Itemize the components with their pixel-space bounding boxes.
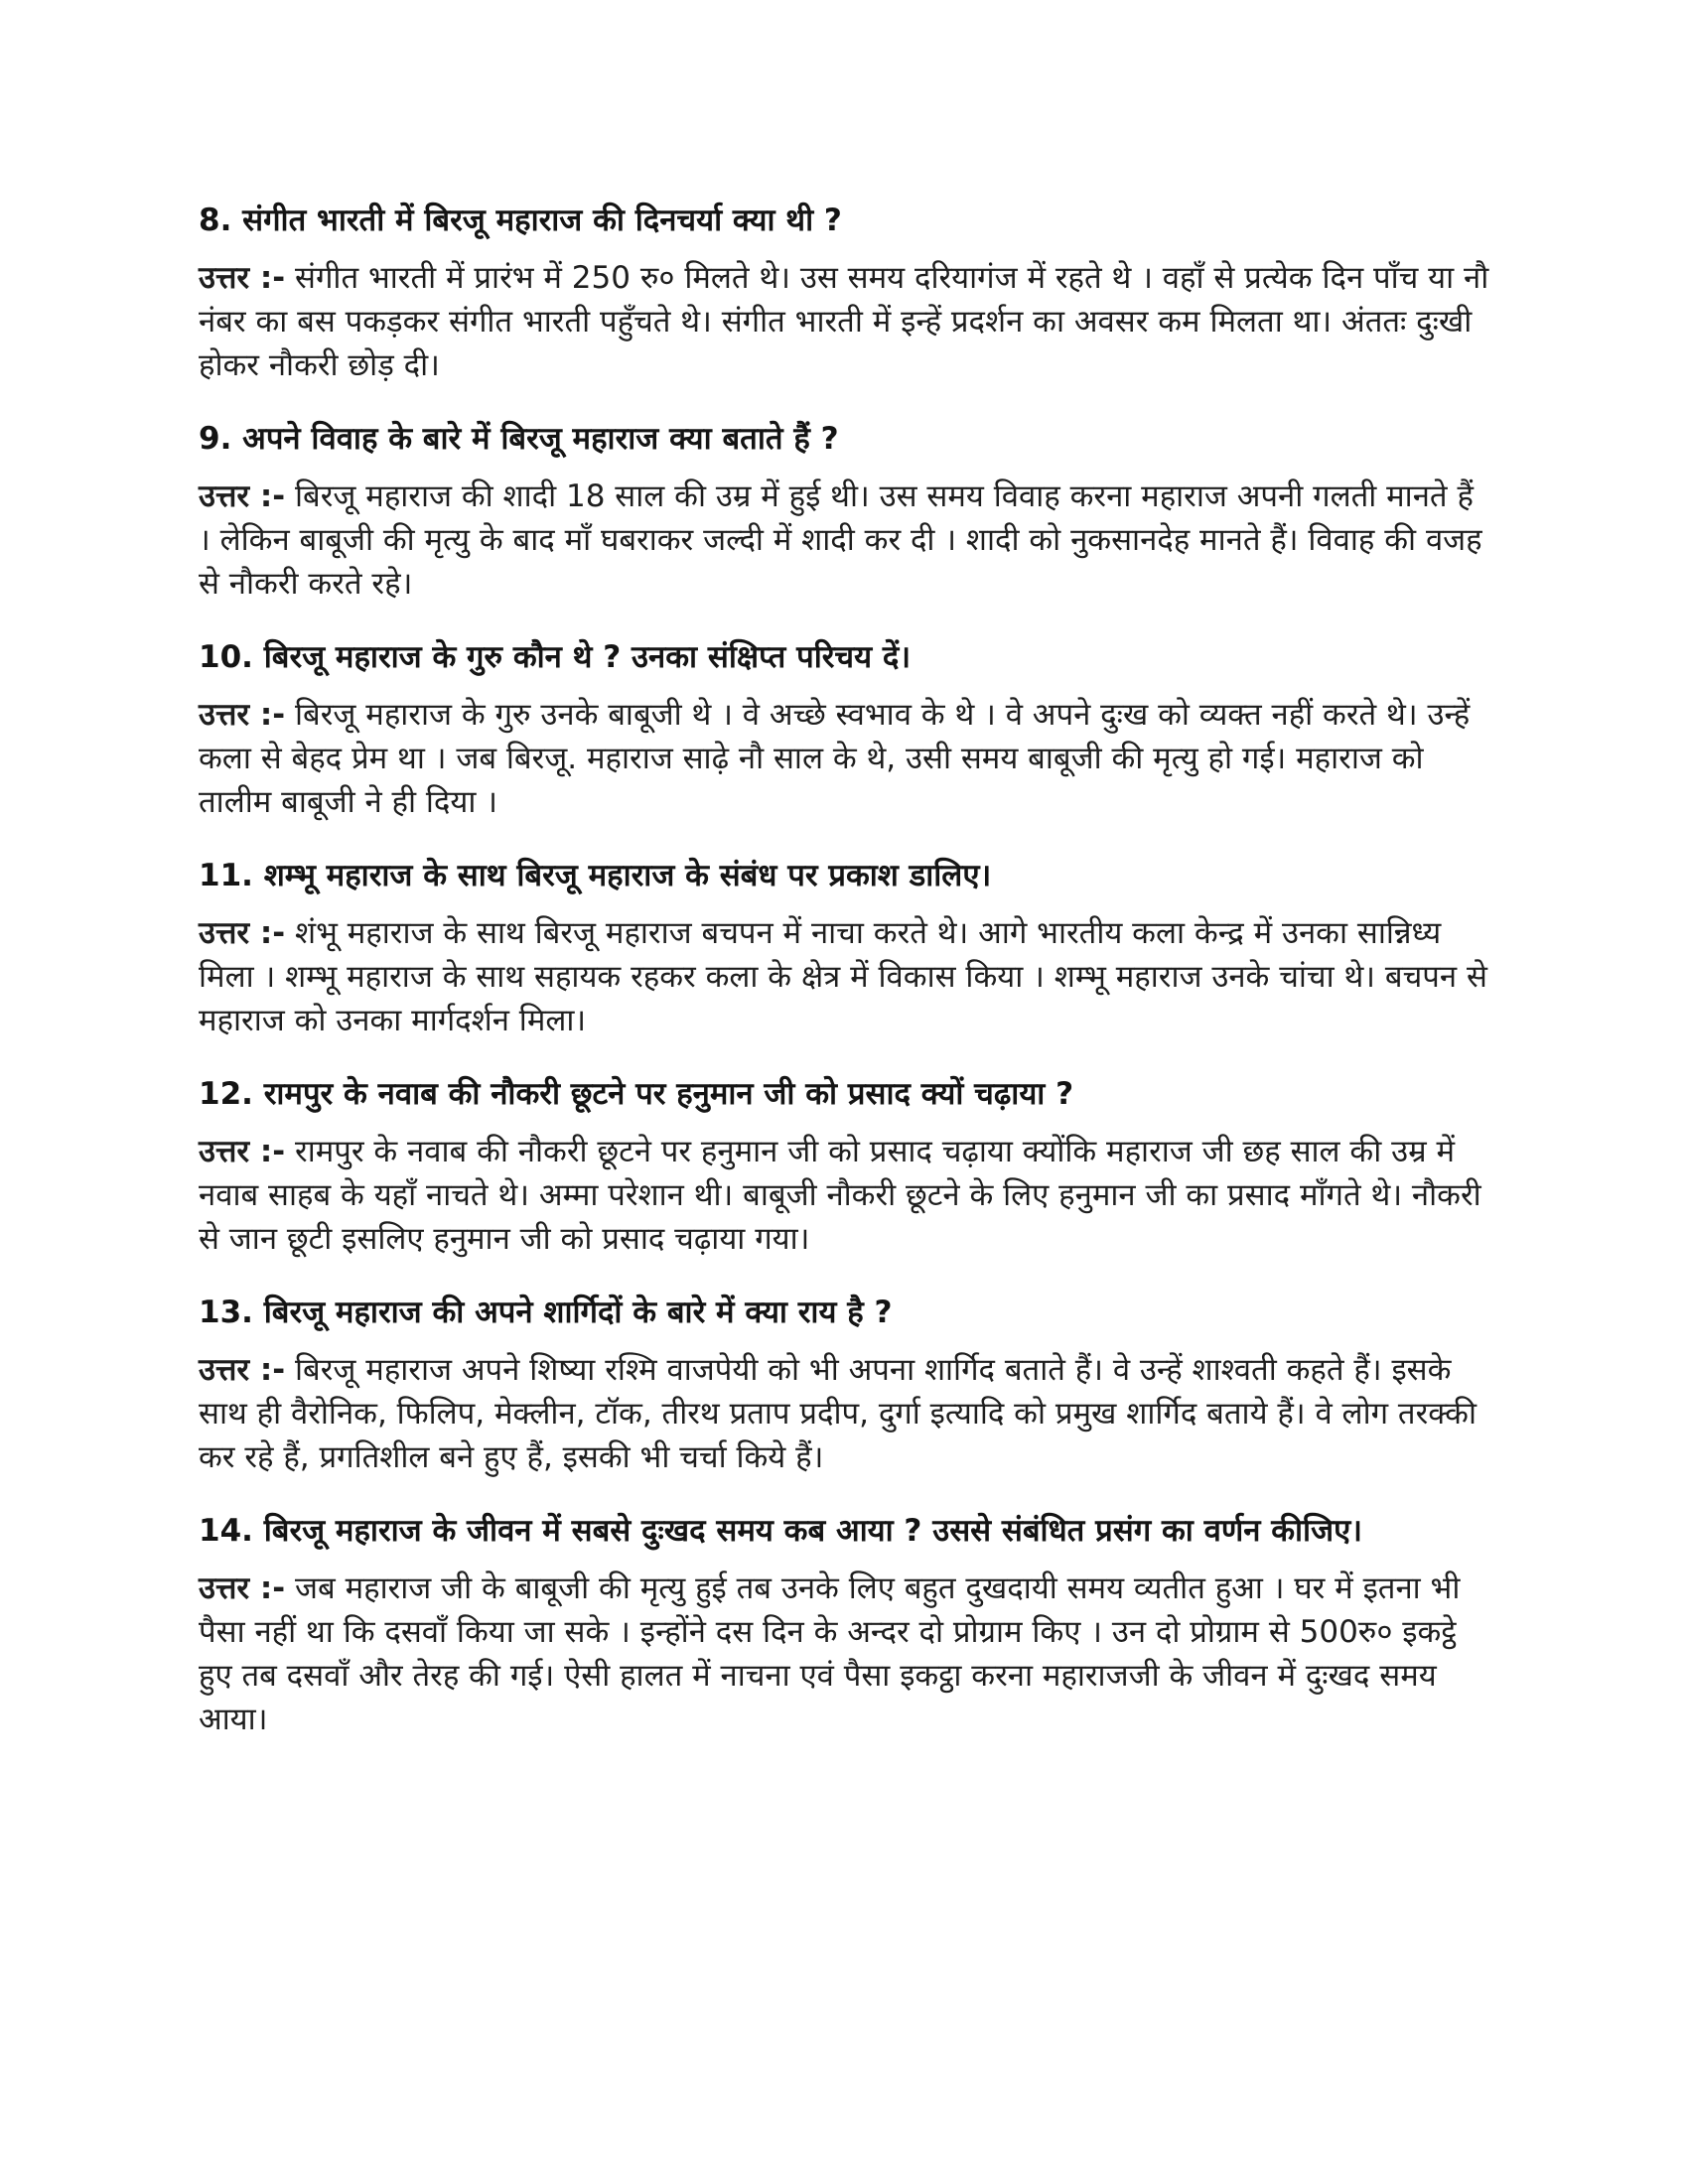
answer-paragraph (199, 693, 1489, 824)
answer-text: बिरजू महाराज के गुरु उनके बाबूजी थे । वे अच्छे स्वभाव के थे । वे अपने दुःख को व्यक्त नहीं करते थे। उन्हें कला से बेहद प्रेम था । जब बिरजू. महाराज साढ़े नौ साल के थे, उसी समय बाबूजी की मृत्यु हो गई। महाराज को तालीम बाबूजी ने ही दिया । (199, 697, 1471, 820)
qa-block-12 (199, 1072, 1489, 1261)
answer-label: उत्तर :- (199, 260, 286, 296)
question-heading: 12. रामपुर के नवाब की नौकरी छूटने पर हनुमान जी को प्रसाद क्यों चढ़ाया ? (199, 1076, 1074, 1112)
answer-paragraph (199, 1348, 1489, 1479)
qa-block-14 (199, 1509, 1489, 1741)
answer-paragraph (199, 911, 1489, 1042)
document-page (199, 199, 1489, 1771)
qa-block-10 (199, 635, 1489, 824)
answer-text: शंभू महाराज के साथ बिरजू महाराज बचपन में नाचा करते थे। आगे भारतीय कला केन्द्र में उनका सान्निध्य मिला । शम्भू महाराज के साथ सहायक रहकर कला के क्षेत्र में विकास किया । शम्भू महाराज उनके चांचा थे। बचपन से महाराज को उनका मार्गदर्शन मिला। (199, 915, 1487, 1038)
answer-text: बिरजू महाराज अपने शिष्या रश्मि वाजपेयी को भी अपना शार्गिद बताते हैं। वे उन्हें शाश्वती कहते हैं। इसके साथ ही वैरोनिक, फिलिप, मेक्लीन, टॉक, तीरथ प्रताप प्रदीप, दुर्गा इत्यादि को प्रमुख शार्गिद बताये हैं। वे लोग तरक्की कर रहे हैं, प्रगतिशील बने हुए हैं, इसकी भी चर्चा किये हैं। (199, 1352, 1477, 1475)
answer-label: उत्तर :- (199, 915, 286, 951)
answer-text: रामपुर के नवाब की नौकरी छूटने पर हनुमान जी को प्रसाद चढ़ाया क्योंकि महाराज जी छह साल की उम्र में नवाब साहब के यहाँ नाचते थे। अम्मा परेशान थी। बाबूजी नौकरी छूटने के लिए हनुमान जी का प्रसाद माँगते थे। नौकरी से जान छूटी इसलिए हनुमान जी को प्रसाद चढ़ाया गया। (199, 1134, 1481, 1257)
answer-label: उत्तर :- (199, 1570, 286, 1606)
answer-paragraph (199, 475, 1489, 606)
answer-paragraph (199, 1130, 1489, 1261)
answer-label: उत्तर :- (199, 478, 286, 514)
answer-text: बिरजू महाराज की शादी 18 साल की उम्र में हुई थी। उस समय विवाह करना महाराज अपनी गलती मानते हैं । लेकिन बाबूजी की मृत्यु के बाद माँ घबराकर जल्दी में शादी कर दी । शादी को नुकसानदेह मानते हैं। विवाह की वजह से नौकरी करते रहे। (199, 478, 1482, 602)
question-heading: 8. संगीत भारती में बिरजू महाराज की दिनचर्या क्या थी ? (199, 203, 842, 238)
answer-text: संगीत भारती में प्रारंभ में 250 रु० मिलते थे। उस समय दरियागंज में रहते थे । वहाँ से प्रत्येक दिन पाँच या नौ नंबर का बस पकड़कर संगीत भारती पहुँचते थे। संगीत भारती में इन्हें प्रदर्शन का अवसर कम मिलता था। अंततः दुःखी होकर नौकरी छोड़ दी। (199, 260, 1489, 383)
answer-label: उत्तर :- (199, 1134, 286, 1169)
answer-label: उत्तर :- (199, 697, 286, 733)
question-heading: 14. बिरजू महाराज के जीवन में सबसे दुःखद समय कब आया ? उससे संबंधित प्रसंग का वर्णन कीजिए। (199, 1513, 1362, 1549)
question-heading: 11. शम्भू महाराज के साथ बिरजू महाराज के संबंध पर प्रकाश डालिए। (199, 858, 992, 893)
qa-block-8 (199, 199, 1489, 387)
qa-block-13 (199, 1291, 1489, 1479)
question-heading: 9. अपने विवाह के बारे में बिरजू महाराज क्या बताते हैं ? (199, 421, 839, 457)
answer-label: उत्तर :- (199, 1352, 286, 1388)
answer-text: जब महाराज जी के बाबूजी की मृत्यु हुई तब उनके लिए बहुत दुखदायी समय व्यतीत हुआ । घर में इतना भी पैसा नहीं था कि दसवाँ किया जा सके । इन्होंने दस दिन के अन्दर दो प्रोग्राम किए । उन दो प्रोग्राम से 500रु० इकट्ठे हुए तब दसवाँ और तेरह की गई। ऐसी हालत में नाचना एवं पैसा इकट्ठा करना महाराजजी के जीवन में दुःखद समय आया। (199, 1570, 1461, 1737)
answer-paragraph (199, 256, 1489, 387)
question-heading: 13. बिरजू महाराज की अपने शार्गिदों के बारे में क्या राय है ? (199, 1295, 893, 1330)
qa-block-9 (199, 417, 1489, 606)
qa-block-11 (199, 854, 1489, 1042)
answer-paragraph (199, 1567, 1489, 1741)
question-heading: 10. बिरजू महाराज के गुरु कौन थे ? उनका संक्षिप्त परिचय दें। (199, 639, 912, 675)
